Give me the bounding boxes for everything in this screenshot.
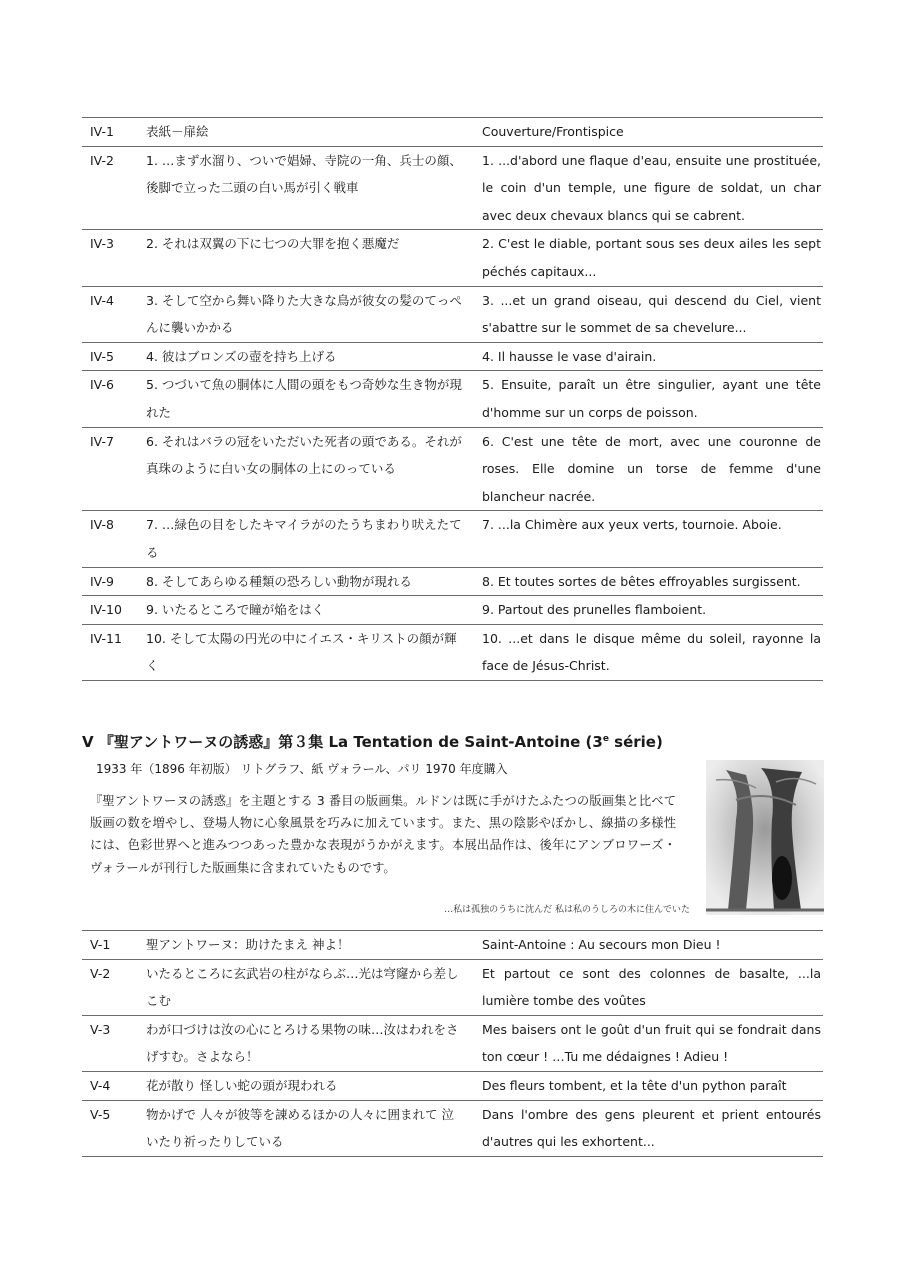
french-title: Saint-Antoine : Au secours mon Dieu !: [474, 931, 823, 960]
japanese-title: 10. そして太陽の円光の中にイエス・キリストの顔が輝く: [138, 624, 474, 680]
japanese-title: 8. そしてあらゆる種類の恐ろしい動物が現れる: [138, 567, 474, 596]
french-title: 6. C'est une tête de mort, avec une couronne de roses. Elle domine un torse de femme d'une blancheur nacrée.: [474, 427, 823, 511]
item-number: V-3: [82, 1015, 138, 1071]
item-number: IV-10: [82, 596, 138, 625]
french-title: 2. C'est le diable, portant sous ses deux ailes les sept péchés capitaux...: [474, 230, 823, 286]
section-v-heading-end: série): [608, 733, 663, 751]
french-title: 8. Et toutes sortes de bêtes effroyables surgissent.: [474, 567, 823, 596]
japanese-title: 1. …まず水溜り、ついで娼婦、寺院の一角、兵士の顔、後脚で立った二頭の白い馬が引く戦車: [138, 146, 474, 230]
japanese-title: 花が散り 怪しい蛇の頭が現われる: [138, 1071, 474, 1100]
item-number: IV-1: [82, 118, 138, 147]
table-row: [82, 286, 823, 342]
item-number: IV-9: [82, 567, 138, 596]
artwork-caption: …私は孤独のうちに沈んだ 私は私のうしろの木に住んでいた: [444, 905, 690, 915]
french-title: Couverture/Frontispice: [474, 118, 823, 147]
japanese-title: 物かげで 人々が彼等を諌めるほかの人々に囲まれて 泣いたり祈ったりしている: [138, 1100, 474, 1156]
table-row: [82, 931, 823, 960]
artwork-image: [706, 760, 824, 915]
japanese-title: 3. そして空から舞い降りた大きな鳥が彼女の髪のてっぺんに襲いかかる: [138, 286, 474, 342]
item-number: V-2: [82, 959, 138, 1015]
table-row: [82, 1100, 823, 1156]
item-number: V-5: [82, 1100, 138, 1156]
item-number: IV-6: [82, 371, 138, 427]
japanese-title: 7. …緑色の目をしたキマイラがのたうちまわり吠えたてる: [138, 511, 474, 567]
section-v-heading-main: V 『聖アントワーヌの誘惑』第３集 La Tentation de Saint-Antoine (3: [82, 733, 603, 751]
item-number: IV-5: [82, 342, 138, 371]
japanese-title: 表紙－扉絵: [138, 118, 474, 147]
table-row: [82, 959, 823, 1015]
japanese-title: 6. それはバラの冠をいただいた死者の頭である。それが真珠のように白い女の胴体の上にのっている: [138, 427, 474, 511]
item-number: IV-2: [82, 146, 138, 230]
section-v-info: 1933 年（1896 年初版） リトグラフ、紙 ヴォラール、パリ 1970 年度購入: [96, 762, 508, 776]
table-row: [82, 230, 823, 286]
table-row: [82, 427, 823, 511]
table-row: [82, 1015, 823, 1071]
french-title: Mes baisers ont le goût d'un fruit qui se fondrait dans ton cœur ! …Tu me dédaignes ! Adieu !: [474, 1015, 823, 1071]
section-v-heading: [82, 731, 663, 752]
table-row: [82, 596, 823, 625]
table-row: [82, 1071, 823, 1100]
french-title: Dans l'ombre des gens pleurent et prient entourés d'autres qui les exhortent...: [474, 1100, 823, 1156]
table-row: [82, 118, 823, 147]
french-title: Et partout ce sont des colonnes de basalte, ...la lumière tombe des voûtes: [474, 959, 823, 1015]
french-title: 1. ...d'abord une flaque d'eau, ensuite une prostituée, le coin d'un temple, une figure de soldat, un char avec deux chevaux blancs qui se cabrent.: [474, 146, 823, 230]
item-number: IV-4: [82, 286, 138, 342]
french-title: 7. ...la Chimère aux yeux verts, tournoie. Aboie.: [474, 511, 823, 567]
french-title: 3. ...et un grand oiseau, qui descend du Ciel, vient s'abattre sur le sommet de sa chevelure...: [474, 286, 823, 342]
japanese-title: 5. つづいて魚の胴体に人間の頭をもつ奇妙な生き物が現れた: [138, 371, 474, 427]
french-title: 4. Il hausse le vase d'airain.: [474, 342, 823, 371]
table-row: [82, 342, 823, 371]
french-title: 5. Ensuite, paraît un être singulier, ayant une tête d'homme sur un corps de poisson.: [474, 371, 823, 427]
french-title: 10. ...et dans le disque même du soleil, rayonne la face de Jésus-Christ.: [474, 624, 823, 680]
catalog-table-iv: [82, 117, 823, 681]
japanese-title: 2. それは双翼の下に七つの大罪を抱く悪魔だ: [138, 230, 474, 286]
table-row: [82, 146, 823, 230]
item-number: IV-7: [82, 427, 138, 511]
table-row: [82, 567, 823, 596]
item-number: IV-11: [82, 624, 138, 680]
japanese-title: わが口づけは汝の心にとろける果物の味…汝はわれをさげすむ。さよなら！: [138, 1015, 474, 1071]
french-title: Des fleurs tombent, et la tête d'un python paraît: [474, 1071, 823, 1100]
catalog-table-v: [82, 930, 823, 1157]
item-number: V-4: [82, 1071, 138, 1100]
japanese-title: いたるところに玄武岩の柱がならぶ…光は穹窿から差しこむ: [138, 959, 474, 1015]
tree-lithograph-image: [706, 760, 824, 915]
item-number: IV-8: [82, 511, 138, 567]
item-number: IV-3: [82, 230, 138, 286]
japanese-title: 4. 彼はブロンズの壺を持ち上げる: [138, 342, 474, 371]
table-row: [82, 624, 823, 680]
section-v-heading-sup: e: [602, 734, 609, 744]
table-row: [82, 511, 823, 567]
french-title: 9. Partout des prunelles flamboient.: [474, 596, 823, 625]
japanese-title: 聖アントワーヌ：助けたまえ 神よ！: [138, 931, 474, 960]
table-row: [82, 371, 823, 427]
japanese-title: 9. いたるところで瞳が焔をはく: [138, 596, 474, 625]
item-number: V-1: [82, 931, 138, 960]
section-v-description: 『聖アントワーヌの誘惑』を主題とする 3 番目の版画集。ルドンは既に手がけたふたつの版画集と比べて版画の数を増やし、登場人物に心象風景を巧みに加えています。また、黒の陰影やぼかし、線描の多様性には、色彩世界へと進みつつあった豊かな表現がうかがえます。本展出品作は、後年にアンブロワーズ・ヴォラールが刊行した版画集に含まれていたものです。: [90, 794, 676, 875]
